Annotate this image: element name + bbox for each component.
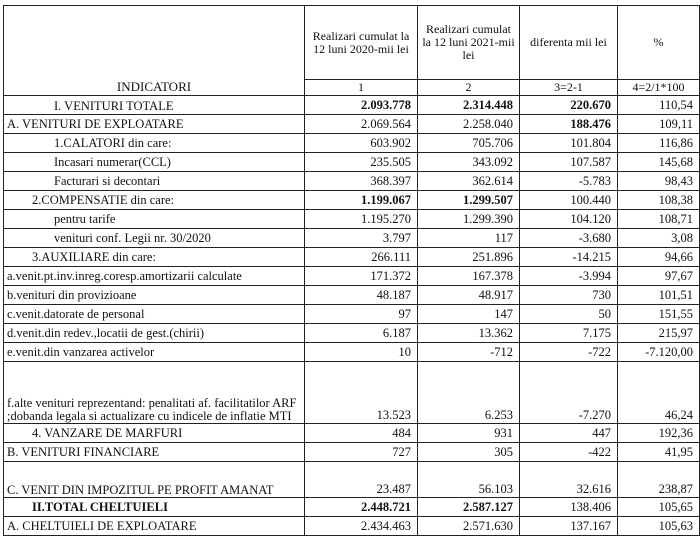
row-percent: 145,68 bbox=[618, 153, 700, 172]
row-diff: 100.440 bbox=[520, 191, 618, 210]
row-value-2021: 2.258.040 bbox=[418, 115, 520, 134]
table-row bbox=[4, 172, 700, 191]
row-percent: 94,66 bbox=[618, 248, 700, 267]
row-percent: 41,95 bbox=[618, 443, 700, 462]
row-value-2021: 2.571.630 bbox=[418, 517, 520, 536]
table-row bbox=[4, 115, 700, 134]
row-percent: 108,71 bbox=[618, 210, 700, 229]
row-diff: 220.670 bbox=[520, 96, 618, 115]
table-row bbox=[4, 305, 700, 324]
row-value-2020: 266.111 bbox=[305, 248, 418, 267]
table-header-row bbox=[4, 6, 700, 80]
row-percent: 238,87 bbox=[618, 462, 700, 498]
header-col2: Realizari cumulat la 12 luni 2021-mii lei bbox=[418, 6, 520, 80]
row-label: b.venituri din provizioane bbox=[4, 286, 305, 305]
row-diff: 137.167 bbox=[520, 517, 618, 536]
row-value-2020: 13.523 bbox=[305, 362, 418, 424]
header-indicatori: INDICATORI bbox=[4, 6, 305, 96]
table-row bbox=[4, 443, 700, 462]
row-value-2021: 362.614 bbox=[418, 172, 520, 191]
row-label: C. VENIT DIN IMPOZITUL PE PROFIT AMANAT bbox=[4, 462, 305, 498]
row-percent: 215,97 bbox=[618, 324, 700, 343]
table-row bbox=[4, 134, 700, 153]
row-label: Facturari si decontari bbox=[4, 172, 305, 191]
row-label: 3.AUXILIARE din care: bbox=[4, 248, 305, 267]
table-row bbox=[4, 517, 700, 536]
row-label: A. CHELTUIELI DE EXPLOATARE bbox=[4, 517, 305, 536]
row-percent: 110,54 bbox=[618, 96, 700, 115]
row-diff: -3.680 bbox=[520, 229, 618, 248]
row-percent: 3,08 bbox=[618, 229, 700, 248]
row-label: f.alte venituri reprezentand: penalitati af. facilitatilor ARF ;dobanda legala si actualizare cu indicele de inflatie MTI bbox=[4, 362, 305, 424]
row-value-2020: 235.505 bbox=[305, 153, 418, 172]
row-value-2021: 13.362 bbox=[418, 324, 520, 343]
row-label: pentru tarife bbox=[4, 210, 305, 229]
row-value-2020: 97 bbox=[305, 305, 418, 324]
row-label: venituri conf. Legii nr. 30/2020 bbox=[4, 229, 305, 248]
row-percent: 116,86 bbox=[618, 134, 700, 153]
row-percent: 97,67 bbox=[618, 267, 700, 286]
row-value-2021: 167.378 bbox=[418, 267, 520, 286]
row-value-2021: 2.314.448 bbox=[418, 96, 520, 115]
table-row bbox=[4, 191, 700, 210]
row-value-2020: 2.434.463 bbox=[305, 517, 418, 536]
indicators-table bbox=[3, 5, 700, 536]
row-label: B. VENITURI FINANCIARE bbox=[4, 443, 305, 462]
row-diff: -422 bbox=[520, 443, 618, 462]
row-diff: 730 bbox=[520, 286, 618, 305]
row-label: a.venit.pt.inv.inreg.coresp.amortizarii calculate bbox=[4, 267, 305, 286]
row-label: d.venit.din redev.,locatii de gest.(chirii) bbox=[4, 324, 305, 343]
row-value-2020: 2.448.721 bbox=[305, 498, 418, 517]
row-label: 2.COMPENSATIE din care: bbox=[4, 191, 305, 210]
colnum-2: 2 bbox=[418, 80, 520, 96]
row-percent: -7.120,00 bbox=[618, 343, 700, 362]
row-label: c.venit.datorate de personal bbox=[4, 305, 305, 324]
header-col1: Realizari cumulat la 12 luni 2020-mii lei bbox=[305, 6, 418, 80]
header-col4: % bbox=[618, 6, 700, 80]
row-value-2021: 48.917 bbox=[418, 286, 520, 305]
row-diff: 447 bbox=[520, 424, 618, 443]
table-row bbox=[4, 498, 700, 517]
row-percent: 105,63 bbox=[618, 517, 700, 536]
header-col3: diferenta mii lei bbox=[520, 6, 618, 80]
table-row bbox=[4, 267, 700, 286]
row-diff: 101.804 bbox=[520, 134, 618, 153]
row-percent: 105,65 bbox=[618, 498, 700, 517]
row-value-2021: 931 bbox=[418, 424, 520, 443]
row-value-2021: 343.092 bbox=[418, 153, 520, 172]
row-label: II.TOTAL CHELTUIELI bbox=[4, 498, 305, 517]
table-row bbox=[4, 343, 700, 362]
row-value-2021: 705.706 bbox=[418, 134, 520, 153]
row-value-2021: 251.896 bbox=[418, 248, 520, 267]
row-value-2021: 6.253 bbox=[418, 362, 520, 424]
row-diff: -14.215 bbox=[520, 248, 618, 267]
row-value-2020: 2.093.778 bbox=[305, 96, 418, 115]
row-value-2020: 48.187 bbox=[305, 286, 418, 305]
row-value-2020: 6.187 bbox=[305, 324, 418, 343]
row-percent: 151,55 bbox=[618, 305, 700, 324]
table-row bbox=[4, 286, 700, 305]
table-row bbox=[4, 96, 700, 115]
row-diff: 104.120 bbox=[520, 210, 618, 229]
row-percent: 46,24 bbox=[618, 362, 700, 424]
row-percent: 101,51 bbox=[618, 286, 700, 305]
row-value-2021: 305 bbox=[418, 443, 520, 462]
row-value-2021: 56.103 bbox=[418, 462, 520, 498]
row-value-2020: 368.397 bbox=[305, 172, 418, 191]
row-diff: 107.587 bbox=[520, 153, 618, 172]
row-diff: 138.406 bbox=[520, 498, 618, 517]
row-value-2020: 2.069.564 bbox=[305, 115, 418, 134]
row-value-2021: 117 bbox=[418, 229, 520, 248]
row-value-2021: 2.587.127 bbox=[418, 498, 520, 517]
table-row bbox=[4, 424, 700, 443]
row-diff: -3.994 bbox=[520, 267, 618, 286]
row-value-2020: 1.199.067 bbox=[305, 191, 418, 210]
row-value-2021: 147 bbox=[418, 305, 520, 324]
row-value-2020: 3.797 bbox=[305, 229, 418, 248]
table-row bbox=[4, 248, 700, 267]
row-diff: 32.616 bbox=[520, 462, 618, 498]
row-label: Incasari numerar(CCL) bbox=[4, 153, 305, 172]
row-value-2020: 484 bbox=[305, 424, 418, 443]
row-label: A. VENITURI DE EXPLOATARE bbox=[4, 115, 305, 134]
table-row bbox=[4, 324, 700, 343]
table-row bbox=[4, 153, 700, 172]
row-diff: -7.270 bbox=[520, 362, 618, 424]
colnum-3: 3=2-1 bbox=[520, 80, 618, 96]
row-value-2020: 10 bbox=[305, 343, 418, 362]
row-percent: 192,36 bbox=[618, 424, 700, 443]
row-value-2020: 727 bbox=[305, 443, 418, 462]
table-row bbox=[4, 210, 700, 229]
row-value-2021: 1.299.507 bbox=[418, 191, 520, 210]
row-value-2020: 171.372 bbox=[305, 267, 418, 286]
table-row bbox=[4, 229, 700, 248]
row-value-2021: -712 bbox=[418, 343, 520, 362]
row-diff: 188.476 bbox=[520, 115, 618, 134]
colnum-4: 4=2/1*100 bbox=[618, 80, 700, 96]
row-label: 4. VANZARE DE MARFURI bbox=[4, 424, 305, 443]
row-label: 1.CALATORI din care: bbox=[4, 134, 305, 153]
row-percent: 109,11 bbox=[618, 115, 700, 134]
row-diff: 50 bbox=[520, 305, 618, 324]
row-label: I. VENITURI TOTALE bbox=[4, 96, 305, 115]
row-value-2020: 23.487 bbox=[305, 462, 418, 498]
row-diff: -722 bbox=[520, 343, 618, 362]
colnum-1: 1 bbox=[305, 80, 418, 96]
table-row bbox=[4, 462, 700, 498]
row-percent: 98,43 bbox=[618, 172, 700, 191]
row-value-2021: 1.299.390 bbox=[418, 210, 520, 229]
row-label: e.venit.din vanzarea activelor bbox=[4, 343, 305, 362]
row-percent: 108,38 bbox=[618, 191, 700, 210]
row-value-2020: 1.195.270 bbox=[305, 210, 418, 229]
table-row bbox=[4, 362, 700, 424]
row-diff: -5.783 bbox=[520, 172, 618, 191]
row-diff: 7.175 bbox=[520, 324, 618, 343]
row-value-2020: 603.902 bbox=[305, 134, 418, 153]
